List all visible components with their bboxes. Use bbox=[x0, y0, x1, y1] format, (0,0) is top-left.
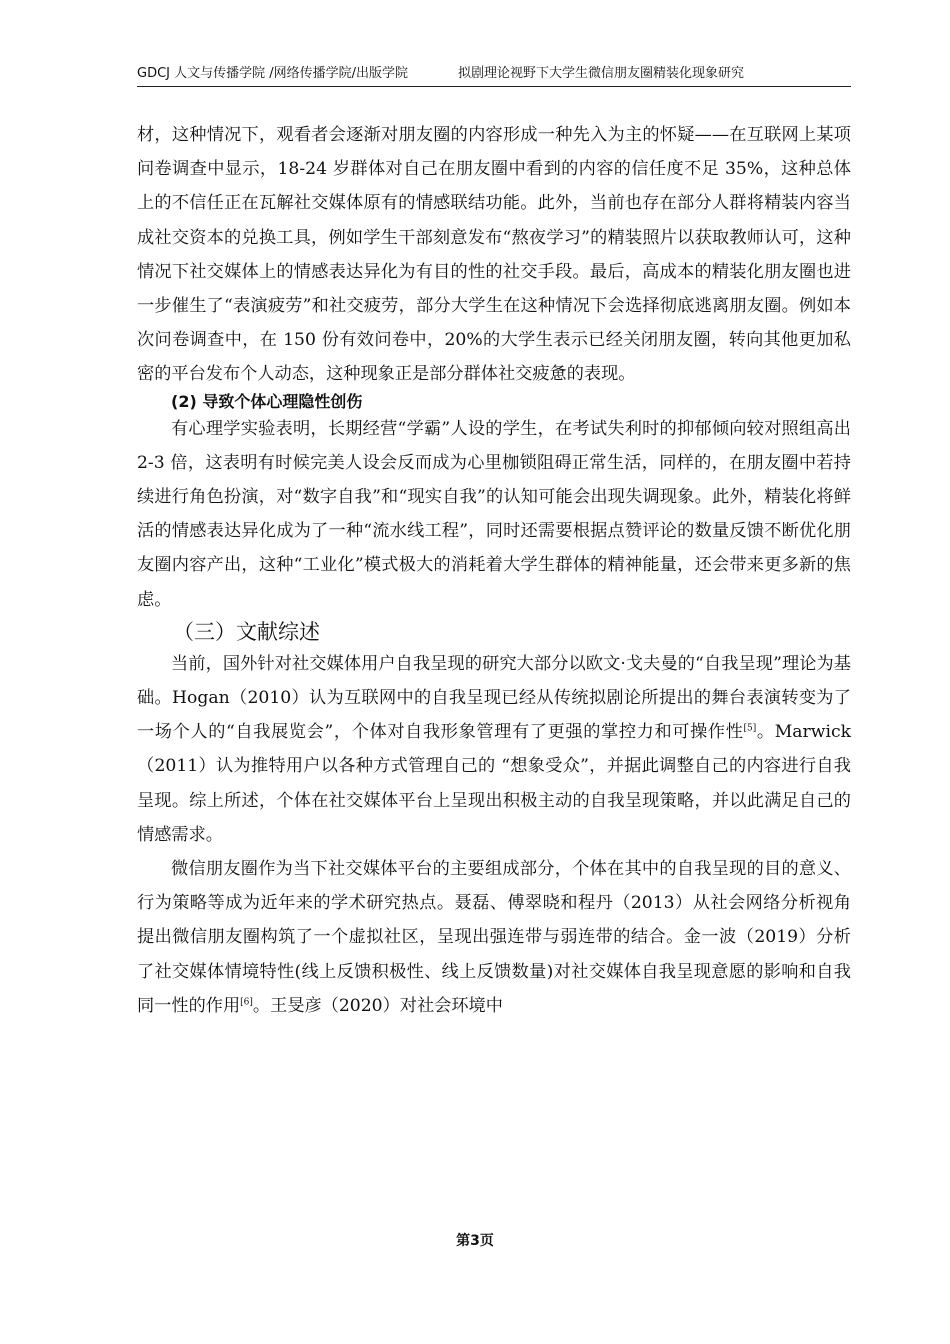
citation-6[interactable]: [6] bbox=[240, 997, 253, 1008]
body-text bbox=[137, 118, 851, 1023]
paragraph-text: 微信朋友圈作为当下社交媒体平台的主要组成部分，个体在其中的自我呈现的目的意义、行为策略等成为近年来的学术研究热点。聂磊、傅翠晓和程丹（2013）从社会网络分析视角提出微信朋友圈构筑了一个虚拟社区，呈现出强连带与弱连带的结合。金一波（2019）分析了社交媒体情境特性(线上反馈积极性、线上反馈数量)对社交媒体自我呈现意愿的影响和自我同一性的作用 bbox=[137, 859, 851, 1016]
citation-5[interactable]: [5] bbox=[743, 723, 757, 734]
paragraph-wechat-research bbox=[137, 852, 851, 1023]
header-institution: GDCJ 人文与传播学院 /网络传播学院/出版学院 bbox=[137, 66, 409, 81]
subheading-psychological-harm: (2) 导致个体心理隐性创伤 bbox=[171, 391, 363, 411]
page-number: 第3页 bbox=[456, 1233, 494, 1249]
running-header bbox=[137, 64, 851, 87]
paragraph-text: 。王旻彦（2020）对社会环境中 bbox=[252, 995, 503, 1016]
header-paper-title: 拟剧理论视野下大学生微信朋友圈精装化现象研究 bbox=[458, 66, 745, 81]
paragraph-text: 当前，国外针对社交媒体用户自我呈现的研究大部分以欧文·戈夫曼的“自我呈现”理论为基础。Hogan（2010）认为互联网中的自我呈现已经从传统拟剧论所提出的舞台表演转变为了一场个人的“自我展览会”，个体对自我形象管理有了更强的掌控力和可操作性 bbox=[137, 653, 851, 743]
paragraph-foreign-research bbox=[137, 647, 851, 852]
paragraph-continuation: 材，这种情况下，观看者会逐渐对朋友圈的内容形成一种先入为主的怀疑——在互联网上某项问卷调查中显示，18-24 岁群体对自己在朋友圈中看到的内容的信任度不足 35%，这种总体上的不信任正在瓦解社交媒体原有的情感联结功能。此外，当前也存在部分人群将精装内容当成社交资本的兑换工具，例如学生干部刻意发布“熬夜学习”的精装照片以获取教师认可，这种情况下社交媒体上的情感表达异化为有目的性的社交手段。最后，高成本的精装化朋友圈也进一步催生了“表演疲劳”和社交疲劳，部分大学生在这种情况下会选择彻底逃离朋友圈。例如本次问卷调查中，在 150 份有效问卷中，20%的大学生表示已经关闭朋友圈，转向其他更加私密的平台发布个人动态，这种现象正是部分群体社交疲惫的表现。 bbox=[137, 125, 851, 385]
paragraph-psychology: 有心理学实验表明，长期经营“学霸”人设的学生，在考试失利时的抑郁倾向较对照组高出 2-3 倍，这表明有时候完美人设会反而成为心里枷锁阻碍正常生活，同样的，在朋友圈中若持续进行角色扮演，对“数字自我”和“现实自我”的认知可能会出现失调现象。此外，精装化将鲜活的情感表达异化成为了一种“流水线工程”，同时还需要根据点赞评论的数量反馈不断优化朋友圈内容产出，这种“工业化”模式极大的消耗着大学生群体的精神能量，还会带来更多新的焦虑。 bbox=[137, 418, 851, 610]
paragraph-text: 。Marwick（2011）认为推特用户以各种方式管理自己的 “想象受众”，并据此调整自己的内容进行自我呈现。综上所述，个体在社交媒体平台上呈现出积极主动的自我呈现策略，并以此满足自己的情感需求。 bbox=[137, 722, 852, 845]
section-title-literature-review: （三）文献综述 bbox=[173, 619, 320, 644]
